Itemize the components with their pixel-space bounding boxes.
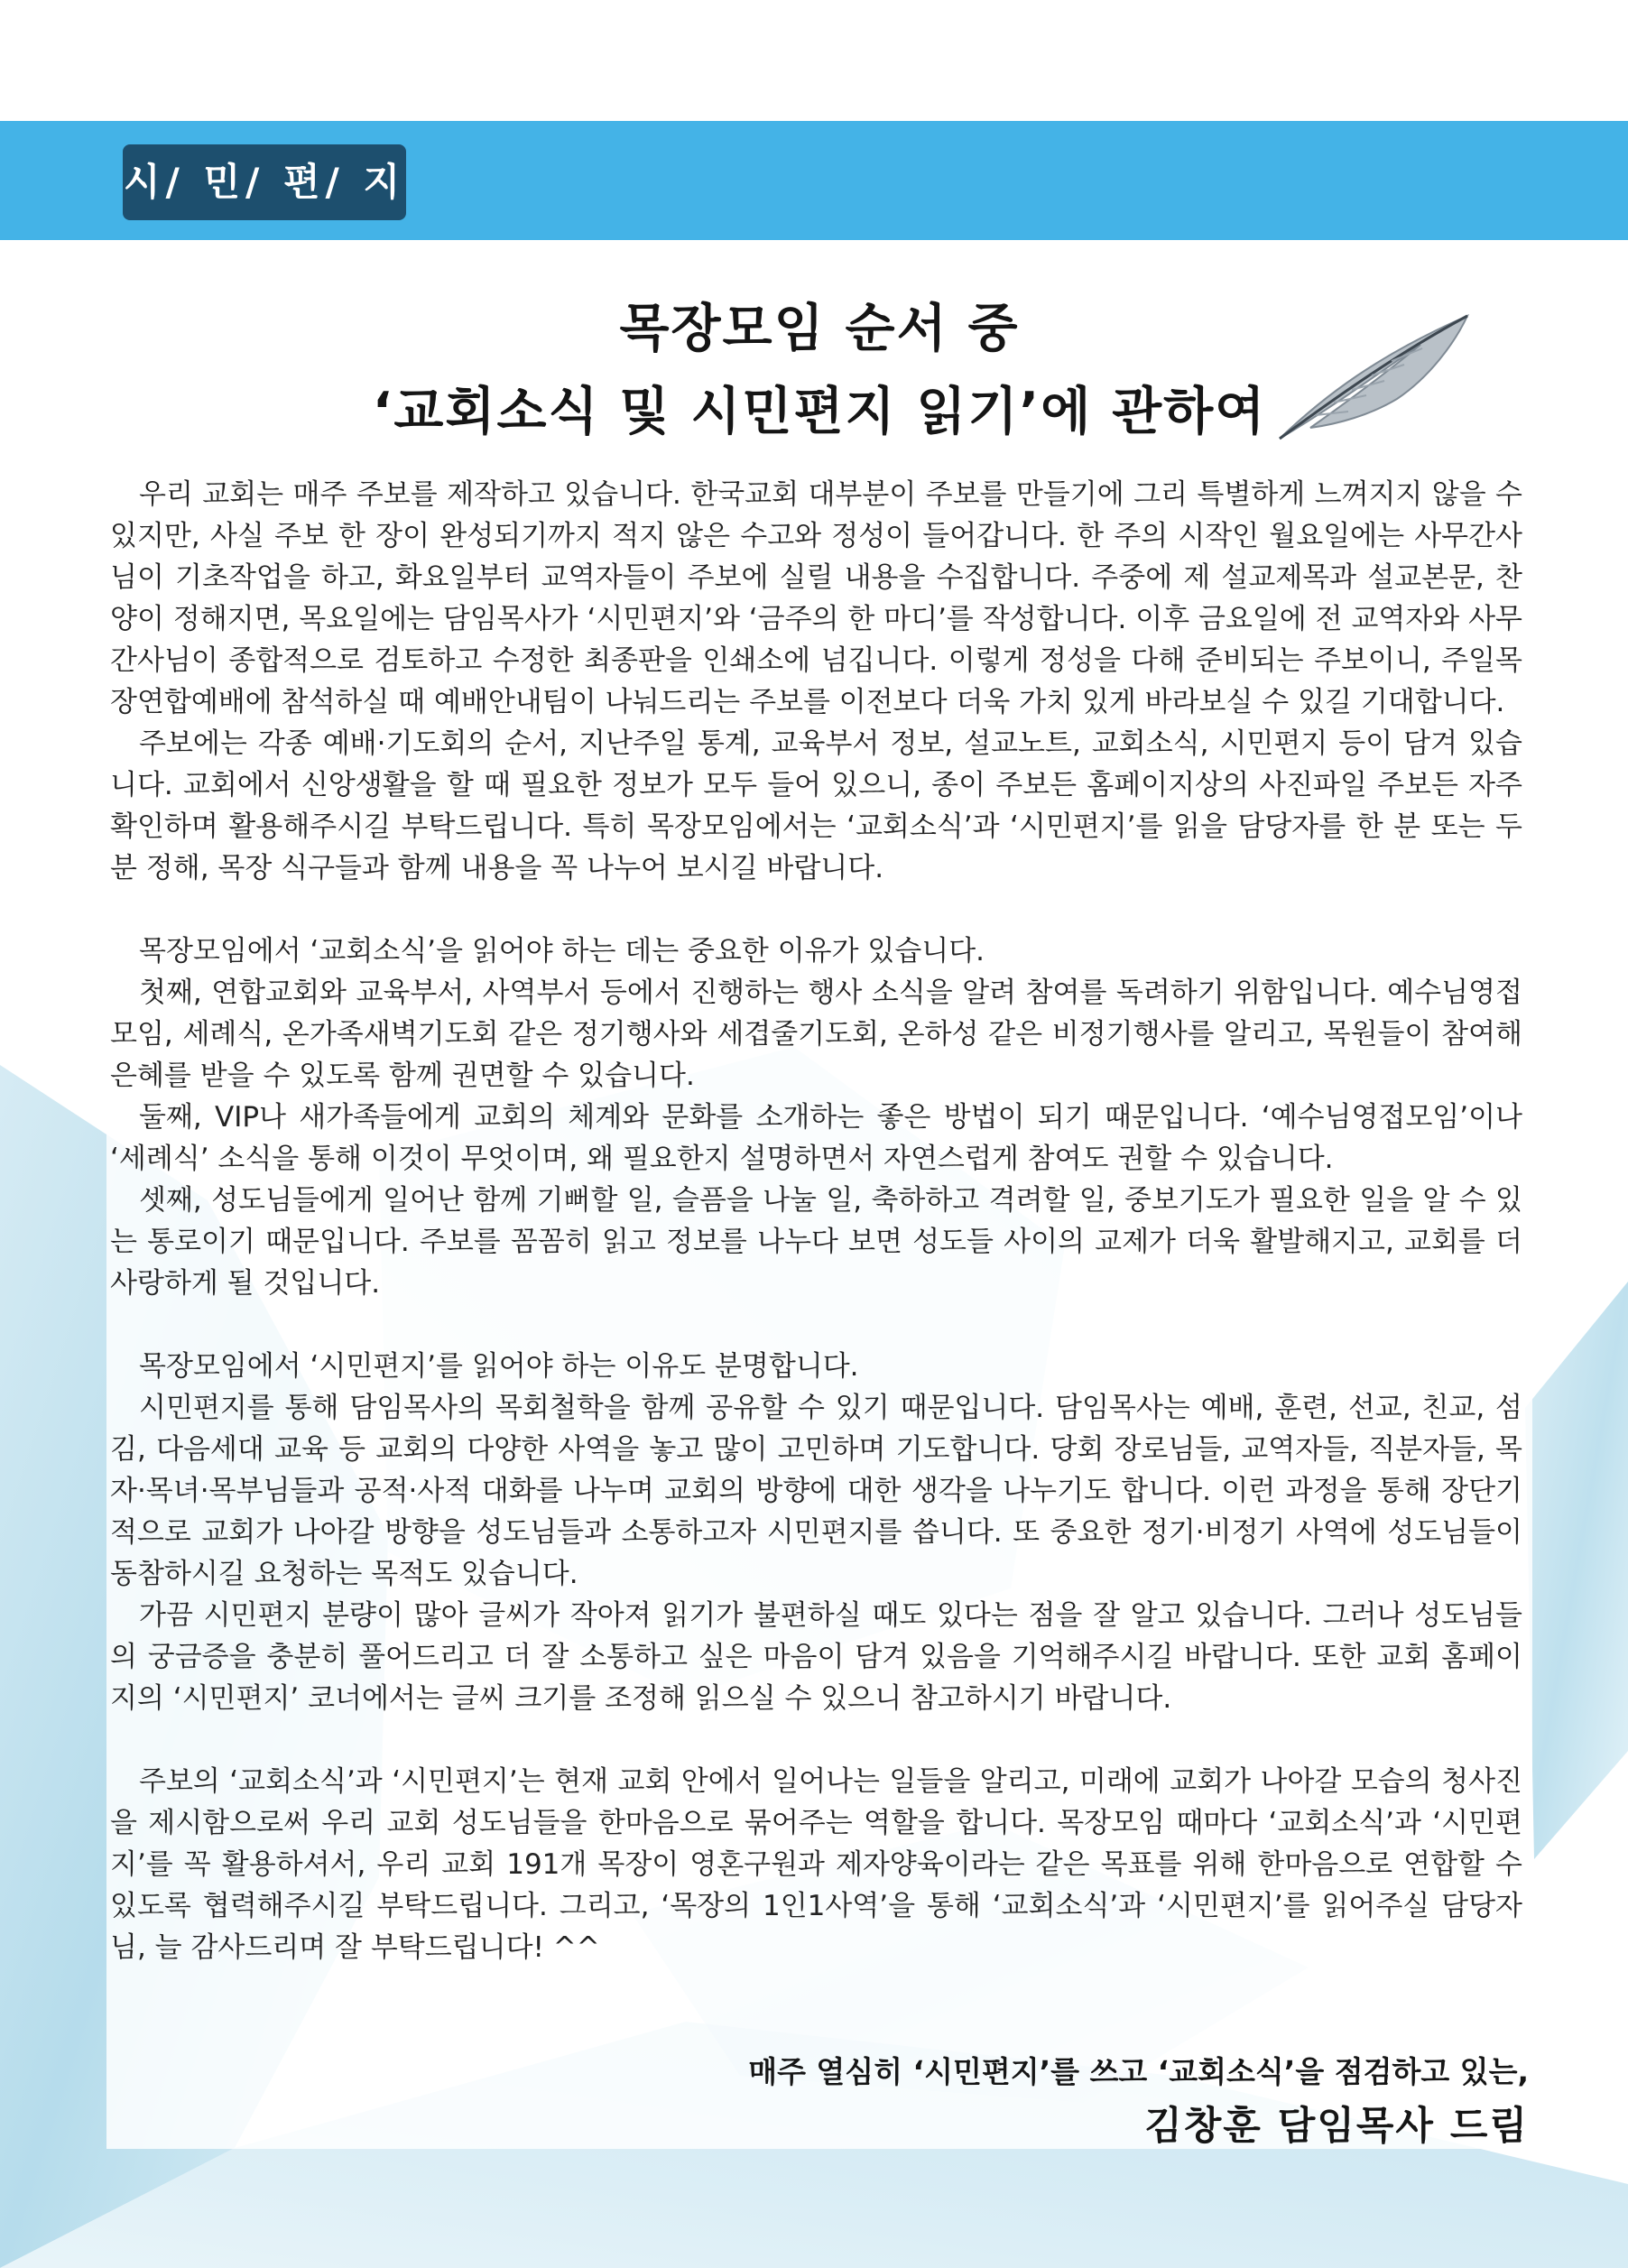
paragraph-4: 첫째, 연합교회와 교육부서, 사역부서 등에서 진행하는 행사 소식을 알려 참여를 독려하기 위함입니다. 예수님영접모임, 세례식, 온가족새벽기도회 같은 정기행사와 세겹줄기도회, 온하성 같은 비정기행사를 알리고, 목원들이 참여해 은혜를 받을 수 있도록 함께 권면할 수 있습니다. <box>110 977 1522 1092</box>
section-tag: 시/ 민/ 편/ 지 <box>123 144 406 220</box>
paragraph-6: 셋째, 성도님들에게 일어난 함께 기뻐할 일, 슬픔을 나눌 일, 축하하고 격려할 일, 중보기도가 필요한 일을 알 수 있는 통로이기 때문입니다. 주보를 꼼꼼히 읽고 정보를 나누다 보면 성도들 사이의 교제가 더욱 활발해지고, 교회를 더 사랑하게 될 것입니다. <box>110 1184 1522 1300</box>
paragraph-gap <box>110 1304 1522 1346</box>
paragraph-7: 목장모임에서 ‘시민편지’를 읽어야 하는 이유도 분명합니다. <box>139 1350 859 1383</box>
paragraph-3: 목장모임에서 ‘교회소식’을 읽어야 하는 데는 중요한 이유가 있습니다. <box>139 935 985 967</box>
paragraph-gap <box>110 1719 1522 1761</box>
signature-block <box>748 2047 1529 2155</box>
paragraph-10: 주보의 ‘교회소식’과 ‘시민편지’는 현재 교회 안에서 일어나는 일들을 알리고, 미래에 교회가 나아갈 모습의 청사진을 제시함으로써 우리 교회 성도님들을 한마음으로 묶어주는 역할을 합니다. 목장모임 때마다 ‘교회소식’과 ‘시민편지’를 꼭 활용하셔서, 우리 교회 191개 목장이 영혼구원과 제자양육이라는 같은 목표를 위해 한마음으로 연합할 수 있도록 협력해주시길 부탁드립니다. 그리고, ‘목장의 1인1사역’을 통해 ‘교회소식’과 ‘시민편지’를 읽어주실 담당자님, 늘 감사드리며 잘 부탁드립니다! ^^ <box>110 1765 1522 1964</box>
signoff-author: 김창훈 담임목사 드림 <box>1144 2104 1529 2149</box>
signoff-dedication: 매주 열심히 ‘시민편지’를 쓰고 ‘교회소식’을 점검하고 있는, <box>748 2054 1529 2089</box>
paragraph-1: 우리 교회는 매주 주보를 제작하고 있습니다. 한국교회 대부분이 주보를 만들기에 그리 특별하게 느껴지지 않을 수 있지만, 사실 주보 한 장이 완성되기까지 적지 않은 수고와 정성이 들어갑니다. 한 주의 시작인 월요일에는 사무간사님이 기초작업을 하고, 화요일부터 교역자들이 주보에 실릴 내용을 수집합니다. 주중에 제 설교제목과 설교본문, 찬양이 정해지면, 목요일에는 담임목사가 ‘시민편지’와 ‘금주의 한 마디’를 작성합니다. 이후 금요일에 전 교역자와 사무간사님이 종합적으로 검토하고 수정한 최종판을 인쇄소에 넘깁니다. 이렇게 정성을 다해 준비되는 주보이니, 주일목장연합예배에 참석하실 때 예배안내팀이 나눠드리는 주보를 이전보다 더욱 가치 있게 바라보실 수 있길 기대합니다. <box>110 478 1522 718</box>
paragraph-5: 둘째, VIP나 새가족들에게 교회의 체계와 문화를 소개하는 좋은 방법이 되기 때문입니다. ‘예수님영접모임’이나 ‘세례식’ 소식을 통해 이것이 무엇이며, 왜 필요한지 설명하면서 자연스럽게 참여도 권할 수 있습니다. <box>110 1101 1522 1175</box>
watercolor-shape-right <box>1525 1282 1628 1859</box>
title-line-2: ‘교회소식 및 시민편지 읽기’에 관하여 <box>372 382 1267 441</box>
letter-body <box>110 474 1522 1968</box>
title-line-1: 목장모임 순서 중 <box>619 299 1020 358</box>
paragraph-8: 시민편지를 통해 담임목사의 목회철학을 함께 공유할 수 있기 때문입니다. 담임목사는 예배, 훈련, 선교, 친교, 섬김, 다음세대 교육 등 교회의 다양한 사역을 놓고 많이 고민하며 기도합니다. 당회 장로님들, 교역자들, 직분자들, 목자·목녀·목부님들과 공적·사적 대화를 나누며 교회의 방향에 대한 생각을 나누기도 합니다. 이런 과정을 통해 장단기적으로 교회가 나아갈 방향을 성도님들과 소통하고자 시민편지를 씁니다. 또 중요한 정기·비정기 사역에 성도님들이 동참하시길 요청하는 목적도 있습니다. <box>110 1392 1522 1590</box>
feather-quill-icon <box>1262 305 1478 440</box>
paragraph-9: 가끔 시민편지 분량이 많아 글씨가 작아져 읽기가 불편하실 때도 있다는 점을 잘 알고 있습니다. 그러나 성도님들의 궁금증을 충분히 풀어드리고 더 잘 소통하고 싶은 마음이 담겨 있음을 기억해주시길 바랍니다. 또한 교회 홈페이지의 ‘시민편지’ 코너에서는 글씨 크기를 조정해 읽으실 수 있으니 참고하시기 바랍니다. <box>110 1599 1522 1715</box>
paragraph-gap <box>110 889 1522 930</box>
paragraph-2: 주보에는 각종 예배·기도회의 순서, 지난주일 통계, 교육부서 정보, 설교노트, 교회소식, 시민편지 등이 담겨 있습니다. 교회에서 신앙생활을 할 때 필요한 정보가 모두 들어 있으니, 종이 주보든 홈페이지상의 사진파일 주보든 자주 확인하며 활용해주시길 부탁드립니다. 특히 목장모임에서는 ‘교회소식’과 ‘시민편지’를 읽을 담당자를 한 분 또는 두 분 정해, 목장 식구들과 함께 내용을 꼭 나누어 보시길 바랍니다. <box>110 727 1522 884</box>
